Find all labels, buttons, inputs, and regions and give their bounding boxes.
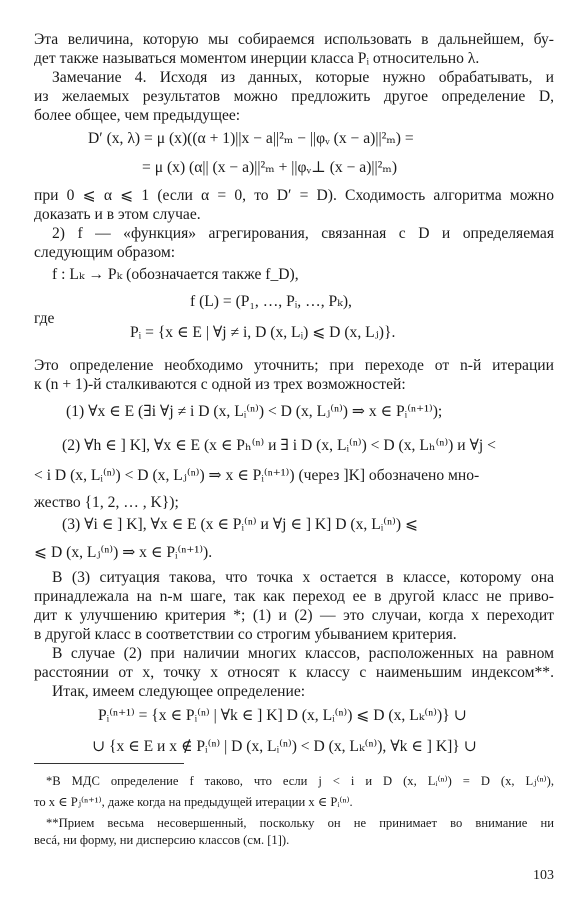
footnote-divider [34,763,184,764]
text-line: Это определение необходимо уточнить; при переходе от n-й итерации [34,357,554,374]
page-number: 103 [533,868,554,883]
case-3-formula-cont: ⩽ D (x, Lⱼ⁽ⁿ⁾) ⇒ x ∈ Pᵢ⁽ⁿ⁺¹⁾). [34,544,213,561]
text-line: В случае (2) при наличии многих классов, расположенных на равном [52,645,554,662]
case-1-formula: (1) ∀x ∈ E (∃i ∀j ≠ i D (x, Lᵢ⁽ⁿ⁾) < D (x, Lⱼ⁽ⁿ⁾) ⇒ x ∈ Pᵢ⁽ⁿ⁺¹⁾); [66,403,443,420]
footnote-1-line: *В МДС определение f таково, что если j < i и D (x, Lᵢ⁽ⁿ⁾) = D (x, Lⱼ⁽ⁿ⁾), [46,774,554,788]
text-line: доказать и в этом случае. [34,206,201,223]
text-line: Эта величина, которую мы собираемся использовать в дальнейшем, бу- [34,31,554,48]
text-line: принадлежала на n-м шаге, так как переход ее в другой класс не приво- [34,588,554,605]
text-line: более общее, чем предыдущее: [34,107,241,124]
remark-heading-line: Замечание 4. Исходя из данных, которые нужно обрабатывать, и [52,69,554,86]
formula-p-i: Pᵢ = {x ∈ E | ∀j ≠ i, D (x, Lᵢ) ⩽ D (x, Lⱼ)}. [130,324,396,341]
formula-f-map: f : Lₖ → Pₖ (обозначается также f_D), [52,266,299,283]
footnote-2-line: **Прием весьма несовершенный, поскольку он не принимает во внимание ни [46,816,554,830]
footnote-1-line: то x ∈ Pⱼ⁽ⁿ⁺¹⁾, даже когда на предыдущей итерации x ∈ Pᵢ⁽ⁿ⁾. [34,795,353,809]
text-line: расстоянии от x, точку x относят к классу с наименьшим индексом**. [34,664,554,681]
final-definition-line-1: Pᵢ⁽ⁿ⁺¹⁾ = {x ∈ Pᵢ⁽ⁿ⁾ | ∀k ∈ ] K] D (x, Lᵢ⁽ⁿ⁾) ⩽ D (x, Lₖ⁽ⁿ⁾)} ∪ [98,707,467,724]
case-2-set-definition: жество {1, 2, … , K}); [34,494,179,511]
final-definition-line-2: ∪ {x ∈ E и x ∉ Pᵢ⁽ⁿ⁾ | D (x, Lᵢ⁽ⁿ⁾) < D (x, Lₖ⁽ⁿ⁾), ∀k ∈ ] K]} ∪ [92,738,477,755]
case-2-formula: (2) ∀h ∈ ] K], ∀x ∈ E (x ∈ Pₕ⁽ⁿ⁾ и ∃ i D (x, Lᵢ⁽ⁿ⁾) < D (x, Lₕ⁽ⁿ⁾) и ∀j < [62,437,496,454]
text-line: в другой класс в соответствии со строгим убыванием критерия. [34,626,457,643]
case-2-formula-cont: < i D (x, Lᵢ⁽ⁿ⁾) < D (x, Lⱼ⁽ⁿ⁾) ⇒ x ∈ Pᵢ⁽ⁿ⁺¹⁾) (через ]K] обозначено мно- [34,467,480,484]
text-line: при 0 ⩽ α ⩽ 1 (если α = 0, то D′ = D). Сходимость алгоритма можно [34,187,554,204]
text-line-where: где [34,310,55,327]
formula-d-prime-cont: = μ (x) (α|| (x − a)||²ₘ + ||φᵥ⊥ (x − a)||²ₘ) [142,159,398,176]
text-line: к (n + 1)-й сталкиваются с одной из трех возможностей: [34,376,406,393]
case-3-formula: (3) ∀i ∈ ] K], ∀x ∈ E (x ∈ Pᵢ⁽ⁿ⁾ и ∀j ∈ ] K] D (x, Lᵢ⁽ⁿ⁾) ⩽ [62,516,419,533]
footnote-2-line: весá, ни форму, ни дисперсию классов (см. [1]). [34,833,290,847]
text-line: из желаемых результатов можно предложить другое определение D, [34,88,554,105]
text-line: следующим образом: [34,244,176,261]
formula-f-of-l: f (L) = (P₁, …, Pᵢ, …, Pₖ), [190,293,352,310]
text-line: дит к улучшению критерия *; (1) и (2) — это случаи, когда x переходит [34,607,554,624]
formula-d-prime: D′ (x, λ) = μ (x)((α + 1)||x − a||²ₘ − ||φᵥ (x − a)||²ₘ) = [88,130,414,147]
text-line: дет также называться моментом инерции класса Pᵢ относительно λ. [34,50,480,67]
text-line: Итак, имеем следующее определение: [52,683,306,700]
text-line: В (3) ситуация такова, что точка x остается в классе, которому она [52,569,554,586]
text-line: 2) f — «функция» агрегирования, связанная с D и определяемая [52,225,554,242]
